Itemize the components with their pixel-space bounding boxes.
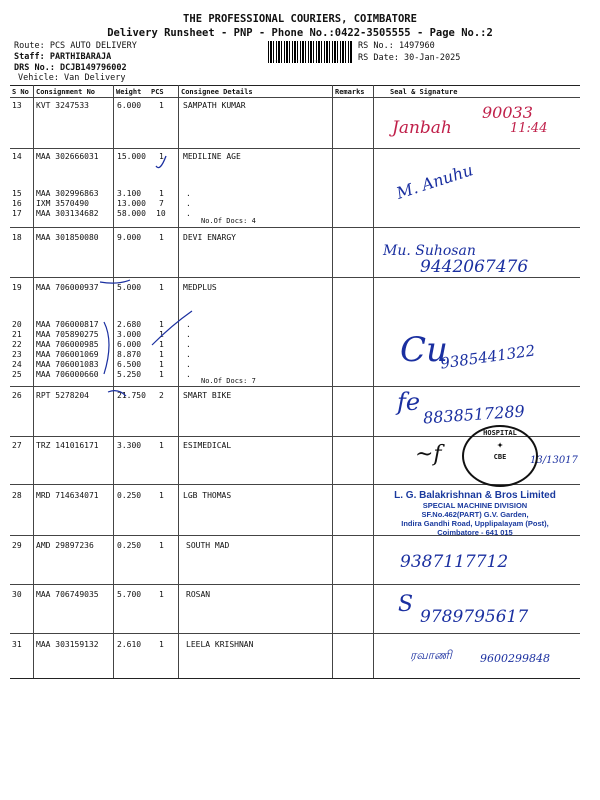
row-pcs: 1 — [159, 101, 164, 110]
row-pcs: 1 — [159, 590, 164, 599]
stamp-name: L. G. Balakrishnan & Bros Limited — [394, 490, 556, 501]
runsheet-subtitle: Delivery Runsheet - PNP - Phone No.:0422-3505555 - Page No.:2 — [107, 27, 493, 39]
row-details: . — [186, 340, 191, 349]
row-pcs: 1 — [159, 441, 164, 450]
rs-date: RS Date: 30-Jan-2025 — [358, 53, 461, 63]
row-consignment: MAA 706749035 — [36, 590, 99, 599]
row-weight: 0.250 — [117, 541, 142, 550]
hospital-seal: HOSPITAL ✦ CBE — [462, 425, 538, 487]
row-details: DEVI ENARGY — [183, 233, 236, 242]
row-pcs: 1 — [159, 541, 164, 550]
row-details: LEELA KRISHNAN — [186, 640, 254, 649]
row-details: SMART BIKE — [183, 391, 232, 400]
row-sno: 21 — [12, 330, 22, 339]
row-sno: 24 — [12, 360, 22, 369]
row-pcs: 1 — [159, 340, 164, 349]
docs-count-note: No.Of Docs: 4 — [201, 217, 256, 225]
row-weight: 2.680 — [117, 320, 142, 329]
row-pcs: 1 — [159, 350, 164, 359]
col-weight: Weight — [116, 88, 142, 96]
row-weight: 0.250 — [117, 491, 142, 500]
handwritten-time: 11:44 — [510, 121, 548, 136]
row-details: ESIMEDICAL — [183, 441, 232, 450]
row-weight: 58.000 — [117, 209, 146, 218]
row-weight: 3.300 — [117, 441, 142, 450]
seal-text: CBE — [493, 453, 507, 461]
row-consignment: AMD 29897236 — [36, 541, 94, 550]
handwritten-number: 13/13017 — [530, 455, 578, 466]
row-sno: 27 — [12, 441, 22, 450]
col-consignment: Consignment No — [36, 88, 96, 96]
signature-row-13: Janbah — [392, 118, 452, 138]
rs-number: RS No.: 1497960 — [358, 41, 435, 51]
stamp-address: SF.No.462(PART) G.V. Garden, — [421, 510, 529, 519]
row-sno: 15 — [12, 189, 22, 198]
row-details: MEDPLUS — [183, 283, 217, 292]
row-consignment: MAA 302666031 — [36, 152, 99, 161]
row-weight: 8.870 — [117, 350, 142, 359]
row-pcs: 1 — [159, 370, 164, 379]
row-sno: 30 — [12, 590, 22, 599]
row-details: . — [186, 360, 191, 369]
row-pcs: 1 — [159, 283, 164, 292]
signature-row-31: ரவாணி — [410, 648, 452, 662]
row-details: . — [186, 370, 191, 379]
route-label: Route: PCS AUTO DELIVERY — [14, 41, 137, 51]
row-consignment: MAA 706000985 — [36, 340, 99, 349]
row-details: . — [186, 350, 191, 359]
arrow-mark-icon — [152, 311, 192, 345]
row-sno: 19 — [12, 283, 22, 292]
row-pcs: 1 — [159, 233, 164, 242]
row-sno: 16 — [12, 199, 22, 208]
row-weight: 3.100 — [117, 189, 142, 198]
row-pcs: 1 — [159, 360, 164, 369]
row-weight: 5.250 — [117, 370, 142, 379]
col-remarks: Remarks — [335, 88, 365, 96]
signature-row-30: S — [398, 592, 414, 617]
row-details: . — [186, 189, 191, 198]
handwritten-phone: 9789795617 — [420, 607, 529, 627]
row-sno: 29 — [12, 541, 22, 550]
col-sno: S No — [12, 88, 29, 96]
row-pcs: 1 — [159, 189, 164, 198]
row-sno: 18 — [12, 233, 22, 242]
handwritten-phone: 9442067476 — [420, 257, 529, 277]
drs-label: DRS No.: DCJB149796002 — [14, 63, 127, 73]
row-consignment: TRZ 141016171 — [36, 441, 99, 450]
check-mark-icon — [108, 391, 126, 396]
row-details: MEDILINE AGE — [183, 152, 241, 161]
col-seal-signature: Seal & Signature — [390, 88, 458, 96]
handwritten-number: 90033 — [482, 103, 533, 122]
row-consignment: KVT 3247533 — [36, 101, 89, 110]
row-consignment: MAA 705890275 — [36, 330, 99, 339]
signature-row-26: fe — [397, 388, 421, 416]
row-details: SOUTH MAD — [186, 541, 230, 550]
company-title: THE PROFESSIONAL COURIERS, COIMBATORE — [183, 13, 417, 25]
signature-row-19: Cu — [400, 330, 448, 370]
docs-count-note: No.Of Docs: 7 — [201, 377, 256, 385]
row-consignment: MAA 706001069 — [36, 350, 99, 359]
handwritten-phone: 9385441322 — [439, 341, 537, 373]
signature-row-27: ~f — [415, 442, 442, 467]
row-consignment: MAA 302996863 — [36, 189, 99, 198]
row-consignment: MAA 706000660 — [36, 370, 99, 379]
row-weight: 3.000 — [117, 330, 142, 339]
row-weight: 21.750 — [117, 391, 146, 400]
row-weight: 2.610 — [117, 640, 142, 649]
row-consignment: MAA 303134682 — [36, 209, 99, 218]
row-sno: 23 — [12, 350, 22, 359]
row-consignment: RPT 5278204 — [36, 391, 89, 400]
company-stamp — [385, 490, 565, 537]
row-pcs: 1 — [159, 152, 164, 161]
row-details: . — [186, 330, 191, 339]
row-pcs: 1 — [159, 491, 164, 500]
handwritten-phone: 8838517289 — [422, 401, 526, 428]
row-sno: 25 — [12, 370, 22, 379]
row-sno: 28 — [12, 491, 22, 500]
row-sno: 17 — [12, 209, 22, 218]
row-weight: 6.000 — [117, 101, 142, 110]
row-consignment: MRD 714634071 — [36, 491, 99, 500]
row-weight: 13.000 — [117, 199, 146, 208]
row-pcs: 1 — [159, 320, 164, 329]
row-details: ROSAN — [186, 590, 211, 599]
row-details: . — [186, 320, 191, 329]
row-sno: 13 — [12, 101, 22, 110]
row-pcs: 1 — [159, 330, 164, 339]
stamp-address: Coimbatore - 641 015 — [437, 528, 513, 537]
row-weight: 15.000 — [117, 152, 146, 161]
stamp-division: SPECIAL MACHINE DIVISION — [422, 501, 528, 510]
row-pcs: 7 — [159, 199, 164, 208]
row-sno: 26 — [12, 391, 22, 400]
row-details: LGB THOMAS — [183, 491, 232, 500]
row-sno: 31 — [12, 640, 22, 649]
row-pcs: 1 — [159, 640, 164, 649]
vehicle-label: Vehicle: Van Delivery — [18, 73, 126, 83]
signature-row-18: Mu. Suhosan — [383, 243, 476, 259]
row-consignment: MAA 303159132 — [36, 640, 99, 649]
row-sno: 20 — [12, 320, 22, 329]
row-details: . — [186, 209, 191, 218]
row-weight: 5.000 — [117, 283, 142, 292]
row-weight: 5.700 — [117, 590, 142, 599]
row-sno: 14 — [12, 152, 22, 161]
row-consignment: MAA 706001083 — [36, 360, 99, 369]
strike-mark-icon — [100, 280, 130, 283]
row-details: . — [186, 199, 191, 208]
row-weight: 9.000 — [117, 233, 142, 242]
col-pcs: PCS — [151, 88, 164, 96]
seal-text: HOSPITAL — [483, 429, 517, 437]
row-consignment: MAA 706000817 — [36, 320, 99, 329]
tick-mark-icon — [156, 156, 166, 168]
handwritten-phone: 9600299848 — [480, 652, 550, 665]
row-pcs: 10 — [156, 209, 166, 218]
bracket-mark-icon — [104, 322, 109, 374]
row-sno: 22 — [12, 340, 22, 349]
row-pcs: 2 — [159, 391, 164, 400]
row-weight: 6.000 — [117, 340, 142, 349]
row-details: SAMPATH KUMAR — [183, 101, 246, 110]
row-consignment: MAA 706000937 — [36, 283, 99, 292]
row-weight: 6.500 — [117, 360, 142, 369]
signature-row-14: M. Anuhu — [394, 160, 476, 203]
stamp-address: Indira Gandhi Road, Upplipalayam (Post), — [401, 519, 549, 528]
row-consignment: MAA 301850080 — [36, 233, 99, 242]
handwritten-phone: 9387117712 — [400, 552, 509, 572]
col-consignee: Consignee Details — [181, 88, 253, 96]
row-consignment: IXM 3570490 — [36, 199, 89, 208]
staff-label: Staff: PARTHIBARAJA — [14, 52, 112, 62]
